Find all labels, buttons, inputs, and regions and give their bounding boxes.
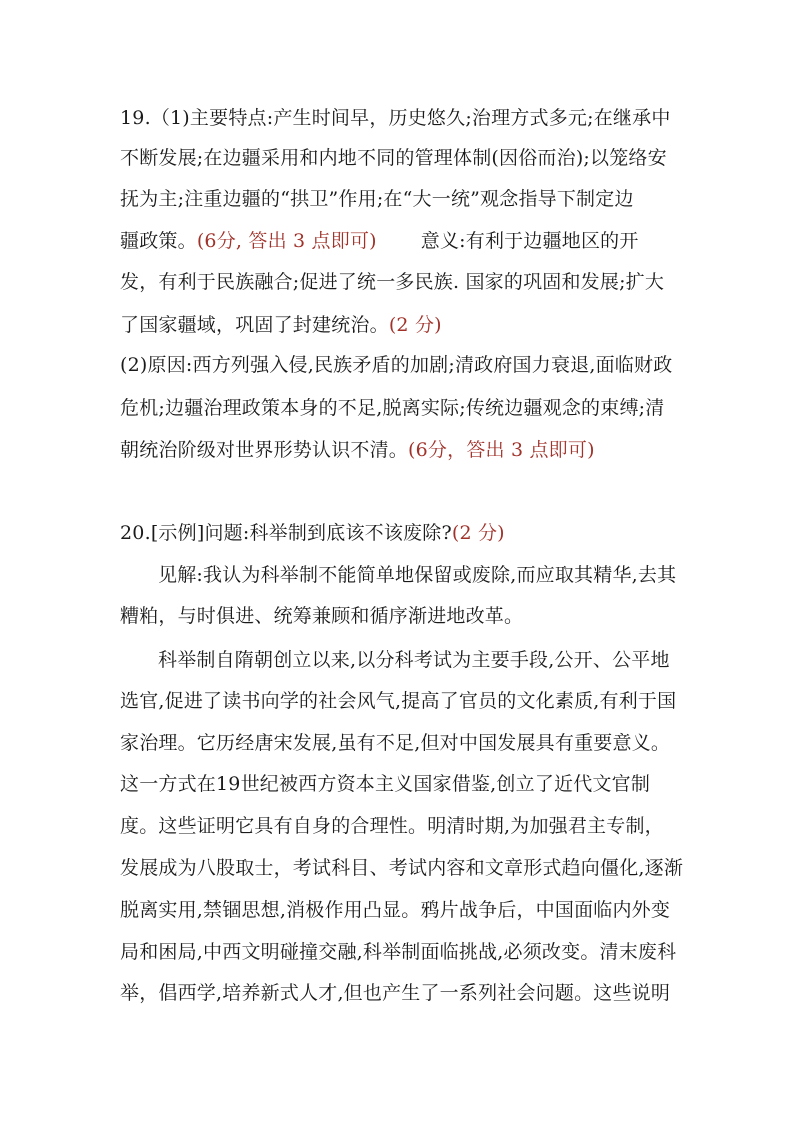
q20-body-line-2: 选官,促进了读书向学的社会风气,提高了官员的文化素质,有利于国 — [120, 690, 677, 712]
q19-part2-line-2: 危机;边疆治理政策本身的不足,脱离实际;传统边疆观念的束缚;清 — [120, 397, 665, 419]
q19-line-1: 19.（1)主要特点:产生时间早，历史悠久;治理方式多元;在继承中 — [120, 107, 671, 129]
q20-body-line-3: 家治理。它历经唐宋发展,虽有不足,但对中国发展具有重要意义。 — [120, 732, 671, 754]
score-note: (6分, 答出 3 点即可) — [196, 230, 377, 252]
q19-line-6-text: 了国家疆域，巩固了封建统治。 — [120, 314, 389, 336]
q19-line-5: 发，有利于民族融合;促进了统一多民族. 国家的巩固和发展;扩大 — [120, 271, 665, 293]
q20-view-line-2: 糟粕，与时俱进、统筹兼顾和循序渐进地改革。 — [120, 605, 524, 627]
q19-line-2: 不断发展;在边疆采用和内地不同的管理体制(因俗而治);以笼络安 — [120, 147, 667, 169]
score-note: (6分，答出 3 点即可) — [408, 439, 595, 461]
score-note: (2 分) — [451, 522, 505, 544]
q19-line-4 — [120, 229, 639, 253]
q20-body-line-4: 这一方式在19世纪被西方资本主义国家借鉴,创立了近代文官制 — [120, 773, 651, 795]
q20-body-line-7: 脱离实用,禁锢思想,消极作用凸显。鸦片战争后，中国面临内外变 — [120, 899, 671, 921]
q20-body-line-1: 科举制自隋朝创立以来,以分科考试为主要手段,公开、公平地 — [158, 649, 670, 671]
q19-line-6 — [120, 313, 442, 337]
q20-body-line-6: 发展成为八股取士，考试科目、考试内容和文章形式趋向僵化,逐渐 — [120, 857, 684, 879]
q20-view-line-1: 见解:我认为科举制不能简单地保留或废除,而应取其精华,去其 — [158, 564, 677, 586]
q19-line-4-tail: 意义:有利于边疆地区的开 — [420, 230, 639, 252]
q19-line-4-text: 疆政策。 — [120, 230, 197, 252]
q20-question-text: 20.[示例]问题:科举制到底该不该废除? — [120, 522, 452, 544]
q20-body-line-8: 局和困局,中西文明碰撞交融,科举制面临挑战,必须改变。清末废科 — [120, 941, 677, 963]
q20-body-line-9: 举，倡西学,培养新式人才,但也产生了一系列社会问题。这些说明 — [120, 982, 671, 1004]
q20-question-line — [120, 521, 505, 545]
q19-part2-line-3 — [120, 438, 595, 462]
score-note: (2 分) — [388, 314, 442, 336]
q19-part2-last-text: 朝统治阶级对世界形势认识不清。 — [120, 439, 409, 461]
q20-body-line-5: 度。这些证明它具有自身的合理性。明清时期,为加强君主专制， — [120, 815, 664, 837]
q19-part2-line-1: (2)原因:西方列强入侵,民族矛盾的加剧;清政府国力衰退,面临财政 — [120, 354, 673, 376]
q19-line-3: 抚为主;注重边疆的“拱卫”作用;在“大一统”观念指导下制定边 — [120, 188, 634, 210]
